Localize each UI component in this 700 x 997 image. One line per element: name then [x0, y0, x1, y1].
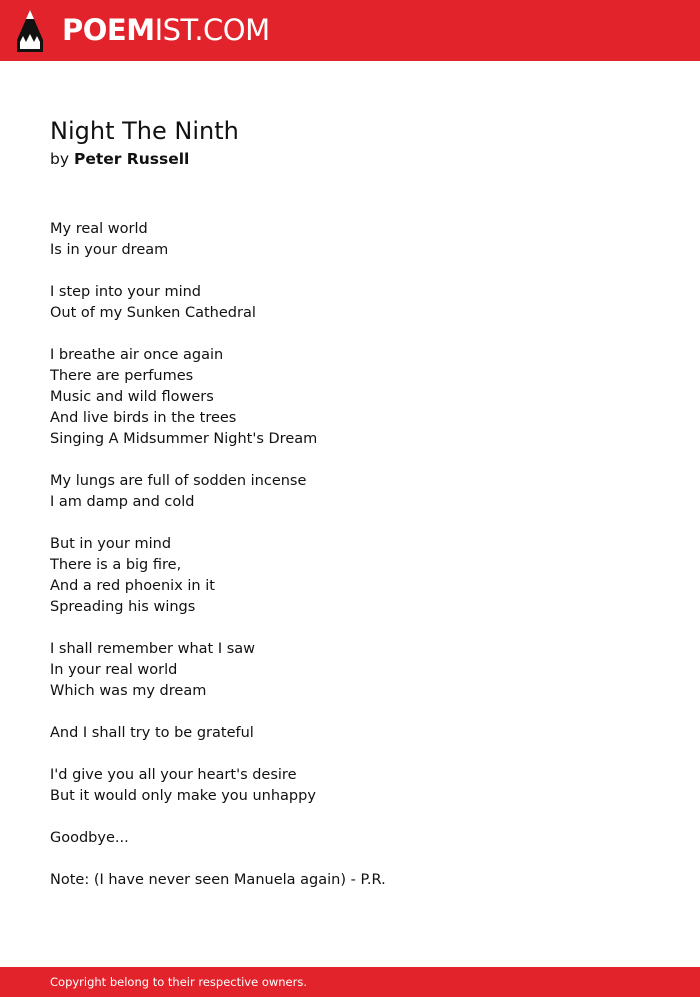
stanza-5: [50, 534, 670, 618]
poem-line: But it would only make you unhappy: [50, 788, 316, 804]
stanza-9: [50, 828, 670, 849]
stanza-6: [50, 639, 670, 702]
poem-author: Peter Russell: [73, 150, 190, 168]
poem-line: I step into your mind: [50, 284, 202, 300]
stanza-7: [50, 723, 670, 744]
poem-byline: [50, 149, 189, 169]
site-footer: [0, 967, 700, 997]
poem-line: Spreading his wings: [50, 599, 196, 615]
logo-light-text: IST.COM: [154, 13, 270, 47]
poem-line: Music and wild flowers: [50, 389, 214, 405]
stanza-8: [50, 765, 670, 807]
poem-line: But in your mind: [50, 536, 172, 552]
poem-line: There is a big fire,: [50, 557, 182, 573]
poem-line: There are perfumes: [50, 368, 194, 384]
site-header: [0, 0, 700, 61]
poem-line: Out of my Sunken Cathedral: [50, 305, 256, 321]
by-label: by: [50, 150, 70, 168]
poem-line: In your real world: [50, 662, 178, 678]
poem-line: My lungs are full of sodden incense: [50, 473, 307, 489]
stanza-1: [50, 219, 670, 261]
stanza-4: [50, 471, 670, 513]
poem-line: I shall remember what I saw: [50, 641, 256, 657]
poem-line: Singing A Midsummer Night's Dream: [50, 431, 318, 447]
copyright-text: Copyright belong to their respective owners.: [50, 975, 308, 989]
stanza-3: [50, 345, 670, 450]
logo-bold-text: POEM: [62, 13, 155, 47]
poem-title: Night The Ninth: [50, 117, 239, 145]
stanza-2: [50, 282, 670, 324]
poem-line: I'd give you all your heart's desire: [50, 767, 297, 783]
poem-line: And a red phoenix in it: [50, 578, 215, 594]
poem-line: And I shall try to be grateful: [50, 725, 254, 741]
poem-line: And live birds in the trees: [50, 410, 237, 426]
poem-note: Note: (I have never seen Manuela again) - P.R.: [50, 872, 386, 888]
poem-line: Which was my dream: [50, 683, 207, 699]
site-logo[interactable]: [62, 12, 270, 48]
poem-line: I breathe air once again: [50, 347, 224, 363]
poem-line: Is in your dream: [50, 242, 169, 258]
poem-line: I am damp and cold: [50, 494, 195, 510]
poem-line: My real world: [50, 221, 148, 237]
poem-body: [50, 219, 670, 912]
poem-line: Goodbye...: [50, 830, 129, 846]
stanza-10: [50, 870, 670, 891]
pencil-tip-icon[interactable]: [17, 10, 43, 52]
